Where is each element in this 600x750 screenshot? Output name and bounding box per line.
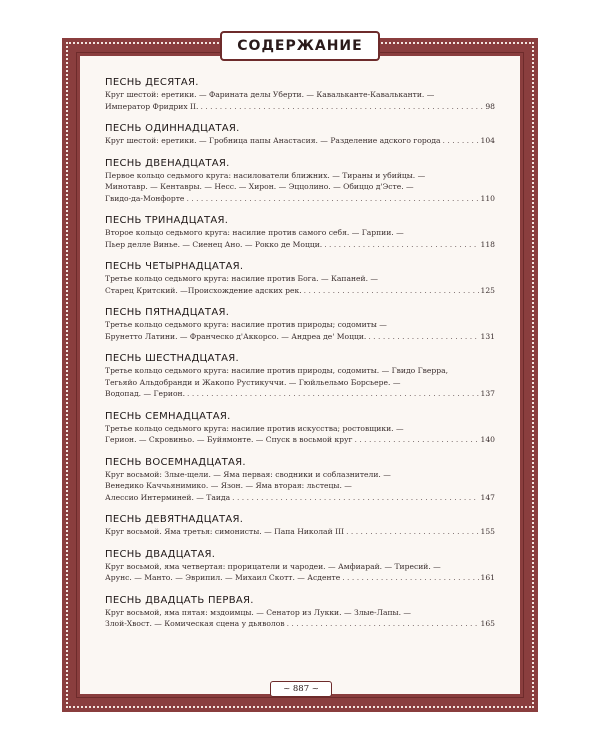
toc-entry [105,306,495,342]
song-title: ПЕСНЬ ДВАДЦАТЬ ПЕРВАЯ. [105,594,254,606]
toc-last-line [105,193,495,205]
page-number: 110 [480,193,495,203]
toc-last-line [105,101,495,113]
dot-leader [186,193,478,205]
page-number: 98 [485,101,495,111]
page-number: 147 [480,492,495,502]
toc-entry [105,352,495,400]
toc-entry [105,157,495,205]
dot-leader [324,239,478,251]
toc-last-line [105,618,495,630]
song-title: ПЕСНЬ ТРИНАДЦАТАЯ. [105,215,229,226]
toc-entry [105,410,495,446]
page-number: 104 [480,136,495,145]
toc-line: Венедико Каччьянимико. — Язон. — Яма вторая: льстецы. — [105,481,352,490]
toc-line: Третье кольцо седьмого круга: насилие против природы; содомиты — [105,320,387,329]
toc-line: Император Фридрих II. [105,101,199,111]
toc-line: Водопад. — Герион. [105,389,185,398]
toc-entry [105,122,495,147]
song-title: ПЕСНЬ ДВАДЦАТАЯ. [105,548,216,560]
dot-leader [346,526,478,538]
toc-line: Тегьяйо Альдобранди и Жакопо Рустикуччи. — Гюйльельмо Борсьере. — [105,377,401,387]
page-number: 140 [480,435,495,444]
toc-line: Злой-Хвост. — Комическая сцена у дьяволов [105,619,285,628]
dot-leader [443,135,479,147]
page-number: 155 [480,527,495,536]
toc-entry [105,260,495,296]
toc-line: Третье кольцо седьмого круга: насилие против искусства; ростовщики. — [105,423,404,433]
dot-leader [187,388,479,400]
song-title: ПЕСНЬ ОДИННАДЦАТАЯ. [105,123,240,134]
toc-line: Брунетто Латини. — Франческо д'Аккорсо. — Андреа де' Моцци. [105,331,367,341]
toc-line: Первое кольцо седьмого круга: насилователи ближних. — Тираны и убийцы. — [105,170,426,180]
toc-line: Гвидо-да-Монфорте [105,193,185,203]
song-title: ПЕСНЬ ПЯТНАДЦАТАЯ. [105,307,230,318]
toc-line: Третье кольцо седьмого круга: насилие против природы, содомиты. — Гвидо Гверра, [105,366,449,375]
song-title: ПЕСНЬ ШЕСТНАДЦАТАЯ. [105,353,240,364]
toc-last-line [105,526,495,538]
page-title-text: СОДЕРЖАНИЕ [237,38,363,54]
toc-last-line [105,434,495,446]
toc-line: Алессио Интерминей. — Таида [105,492,231,502]
toc-last-line [105,572,495,584]
toc-entry [105,513,495,538]
toc-entry [105,594,495,630]
dot-leader [342,572,478,584]
toc-last-line [105,388,495,400]
dot-leader [287,618,479,630]
toc-entry [105,76,495,112]
page-number: 131 [480,331,495,341]
toc-line: Круг восьмой. Яма третья: симонисты. — Папа Николай III [105,527,345,536]
page-number: 125 [480,285,495,295]
page-number: 137 [480,389,495,398]
toc-last-line [105,285,495,297]
page-title [220,31,380,61]
toc-line: Круг восьмой: Злые-щели. — Яма первая: сводники и соблазнители. — [105,469,391,479]
toc-last-line [105,239,495,251]
song-title: ПЕСНЬ СЕМНАДЦАТАЯ. [105,410,231,422]
toc-line: Круг восьмой, яма четвертая: прорицатели и чародеи. — Амфиарай. — Тиресий. — [105,561,441,571]
song-title: ПЕСНЬ ВОСЕМНАДЦАТАЯ. [105,456,246,468]
dot-leader [200,101,483,113]
toc-line: Минотавр. — Кентавры. — Несс. — Хирон. — Эццолино. — Обиццо д'Эсте. — [105,182,414,191]
toc-last-line [105,135,495,147]
song-title: ПЕСНЬ ДВЕНАДЦАТАЯ. [105,157,230,169]
song-title: ПЕСНЬ ДЕВЯТНАДЦАТАЯ. [105,514,244,525]
toc-last-line [105,492,495,504]
dot-leader [355,434,479,446]
page-number: 161 [480,573,495,582]
song-title: ПЕСНЬ ЧЕТЫРНАДЦАТАЯ. [105,261,244,272]
toc-line: Пьер делле Винье. — Сиенец Ано. — Рокко де Моцци. [105,239,323,249]
footer-page-number: ~ 887 ~ [270,681,332,697]
dot-leader [304,285,479,297]
toc-line: Круг восьмой, яма пятая: мздоимцы. — Сенатор из Лукки. — Злые-Лапы. — [105,607,412,617]
toc-line: Второе кольцо седьмого круга: насилие против самого себя. — Гарпии. — [105,228,404,237]
toc-line: Круг шестой: еретики. — Гробница папы Анастасия. — Разделение адского города [105,136,441,145]
toc-line: Третье кольцо седьмого круга: насилие против Бога. — Капаней. — [105,274,379,283]
dot-leader [232,492,478,504]
page-number: 118 [480,239,495,249]
toc-line: Герион. — Скровиньо. — Буйямонте. — Спуск в восьмой круг [105,435,353,444]
toc-last-line [105,331,495,343]
toc-line: Арунс. — Манто. — Эврипил. — Михаил Скотт. — Асденте [105,573,341,582]
page-number: 165 [480,619,495,628]
toc-entry [105,214,495,250]
toc-entry [105,548,495,584]
toc-entry [105,456,495,504]
table-of-contents [105,76,495,640]
toc-line: Круг шестой: еретики. — Фарината делы Уберти. — Кавальканте-Кавальканти. — [105,90,435,99]
dot-leader [368,331,478,343]
toc-line: Старец Критский. —Происхождение адских рек. [105,285,302,295]
song-title: ПЕСНЬ ДЕСЯТАЯ. [105,77,199,88]
